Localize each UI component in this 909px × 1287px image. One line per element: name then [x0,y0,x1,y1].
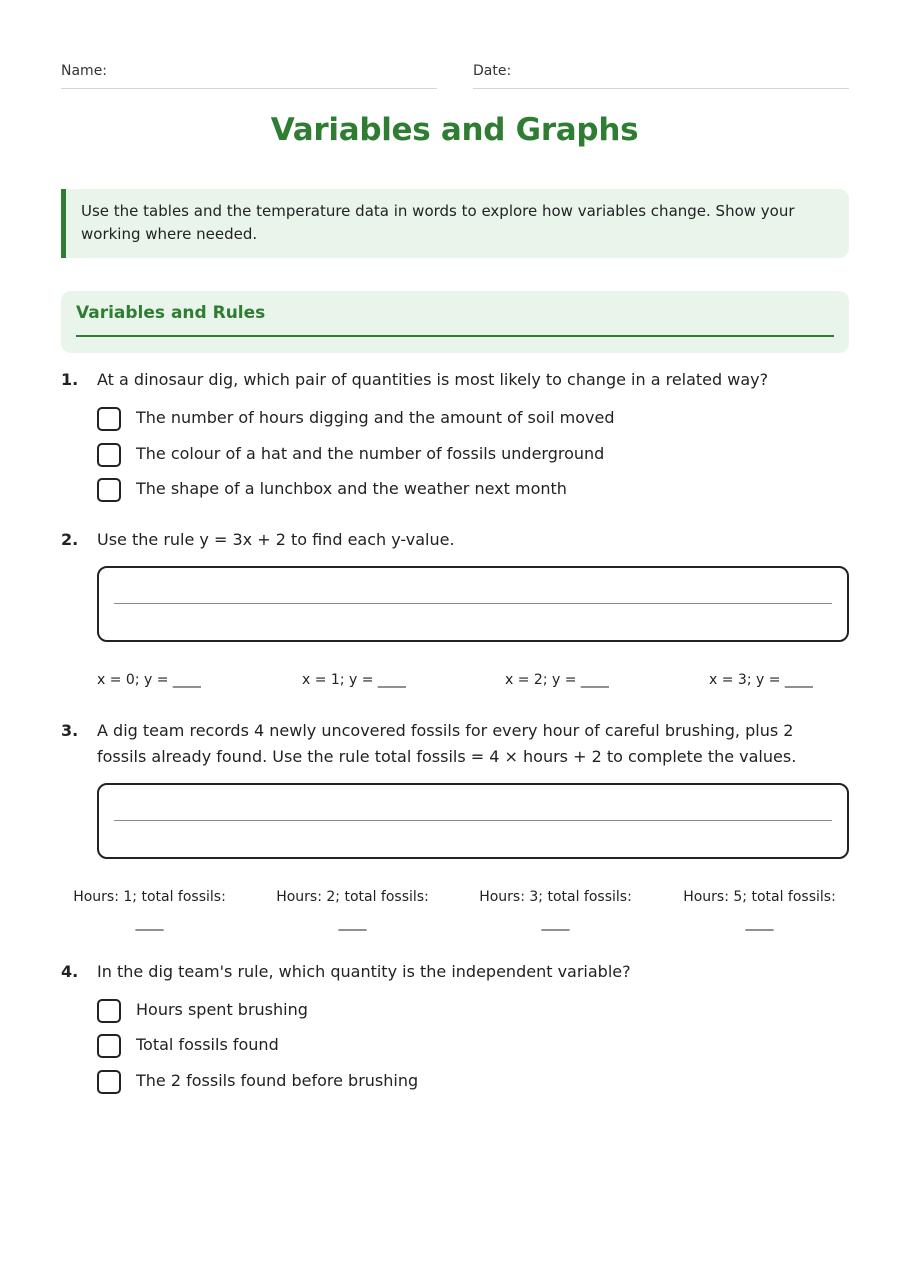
instructions-box [61,189,849,258]
question-4-number: 4. [61,962,79,981]
instructions-text: Use the tables and the temperature data in words to explore how variables change. Show your working where needed. [81,202,795,243]
question-1-text: At a dinosaur dig, which pair of quantities is most likely to change in a related way? [97,370,769,389]
question-2-blank-3[interactable]: x = 2; y = ____ [505,672,609,688]
question-1-option-2[interactable] [97,443,837,471]
question-2-number: 2. [61,530,79,549]
question-2-blank-4[interactable]: x = 3; y = ____ [709,672,813,688]
question-4-option-2[interactable] [97,1034,837,1062]
date-label: Date: [473,63,512,79]
section-divider [76,335,834,337]
question-1-option-1[interactable] [97,407,837,435]
question-2-blank-1[interactable]: x = 0; y = ____ [97,672,201,688]
answer-line [114,603,832,604]
question-4-option-3[interactable] [97,1070,837,1098]
page-title: Variables and Graphs [270,112,639,148]
section-header [61,291,849,353]
question-3-blank-1[interactable] [62,884,237,936]
name-label: Name: [61,63,108,79]
section-title: Variables and Rules [76,303,266,323]
blank-line: ____ [135,915,164,931]
checkbox[interactable] [97,443,121,467]
checkbox[interactable] [97,1070,121,1094]
checkbox[interactable] [97,1034,121,1058]
question-3-answer-box[interactable] [97,783,849,859]
option-label: Total fossils found [136,1035,279,1054]
question-2-blank-2[interactable]: x = 1; y = ____ [302,672,406,688]
blank-label: Hours: 5; total fossils: [683,889,836,905]
question-3-text: A dig team records 4 newly uncovered fossils for every hour of careful brushing, plus 2 fossils already found. Use the rule total fossils = 4 × hours + 2 to complete the values. [97,721,797,766]
checkbox[interactable] [97,999,121,1023]
checkbox[interactable] [97,478,121,502]
option-label: Hours spent brushing [136,1000,308,1019]
blank-line: ____ [745,915,774,931]
question-1-option-3[interactable] [97,478,837,506]
option-label: The 2 fossils found before brushing [136,1071,419,1090]
question-3-blank-3[interactable] [468,884,643,936]
question-4-text: In the dig team's rule, which quantity is the independent variable? [97,962,631,981]
blank-label: Hours: 2; total fossils: [276,889,429,905]
option-label: The number of hours digging and the amount of soil moved [136,408,615,427]
blank-line: ____ [541,915,570,931]
question-3-number: 3. [61,721,79,740]
name-field[interactable] [61,62,437,89]
question-3-blank-2[interactable] [265,884,440,936]
date-field[interactable] [473,62,849,89]
question-3-blank-4[interactable] [672,884,847,936]
question-1-number: 1. [61,370,79,389]
blank-label: Hours: 1; total fossils: [73,889,226,905]
option-label: The shape of a lunchbox and the weather next month [136,479,567,498]
question-4-option-1[interactable] [97,999,837,1027]
question-2-answer-box[interactable] [97,566,849,642]
option-label: The colour of a hat and the number of fossils underground [136,444,605,463]
question-2-text: Use the rule y = 3x + 2 to find each y-value. [97,530,455,549]
blank-label: Hours: 3; total fossils: [479,889,632,905]
checkbox[interactable] [97,407,121,431]
blank-line: ____ [338,915,367,931]
answer-line [114,820,832,821]
